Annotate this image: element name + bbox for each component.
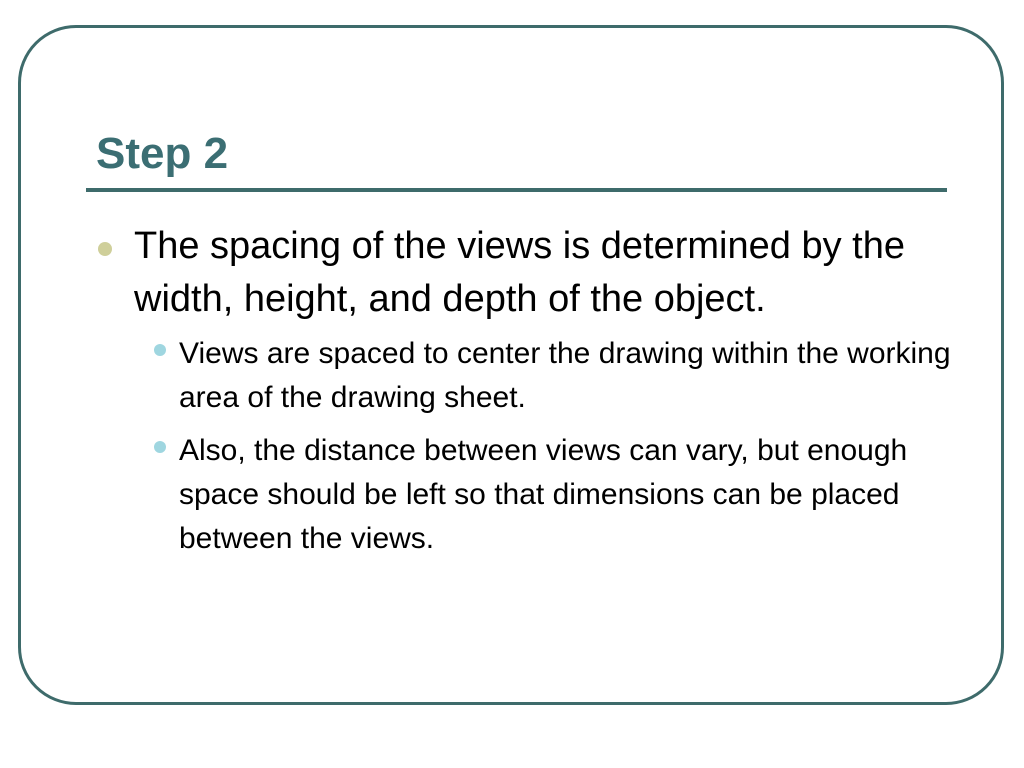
round-bullet-icon bbox=[98, 242, 112, 256]
bullet-text: The spacing of the views is determined by the width, height, and depth of the object. bbox=[134, 225, 905, 320]
sub-bullet-text: Views are spaced to center the drawing within the working area of the drawing sheet. bbox=[179, 337, 951, 414]
slide-title: Step 2 bbox=[96, 129, 229, 178]
round-bullet-icon bbox=[154, 344, 166, 356]
sub-bullet-item bbox=[96, 429, 956, 561]
title-underline bbox=[86, 188, 947, 192]
bullet-item bbox=[96, 220, 956, 326]
round-bullet-icon bbox=[154, 441, 166, 453]
sub-bullet-text: Also, the distance between views can vary, but enough space should be left so that dimensions can be placed between the views. bbox=[179, 434, 908, 555]
sub-bullet-item bbox=[96, 332, 956, 420]
slide-body bbox=[96, 220, 956, 561]
